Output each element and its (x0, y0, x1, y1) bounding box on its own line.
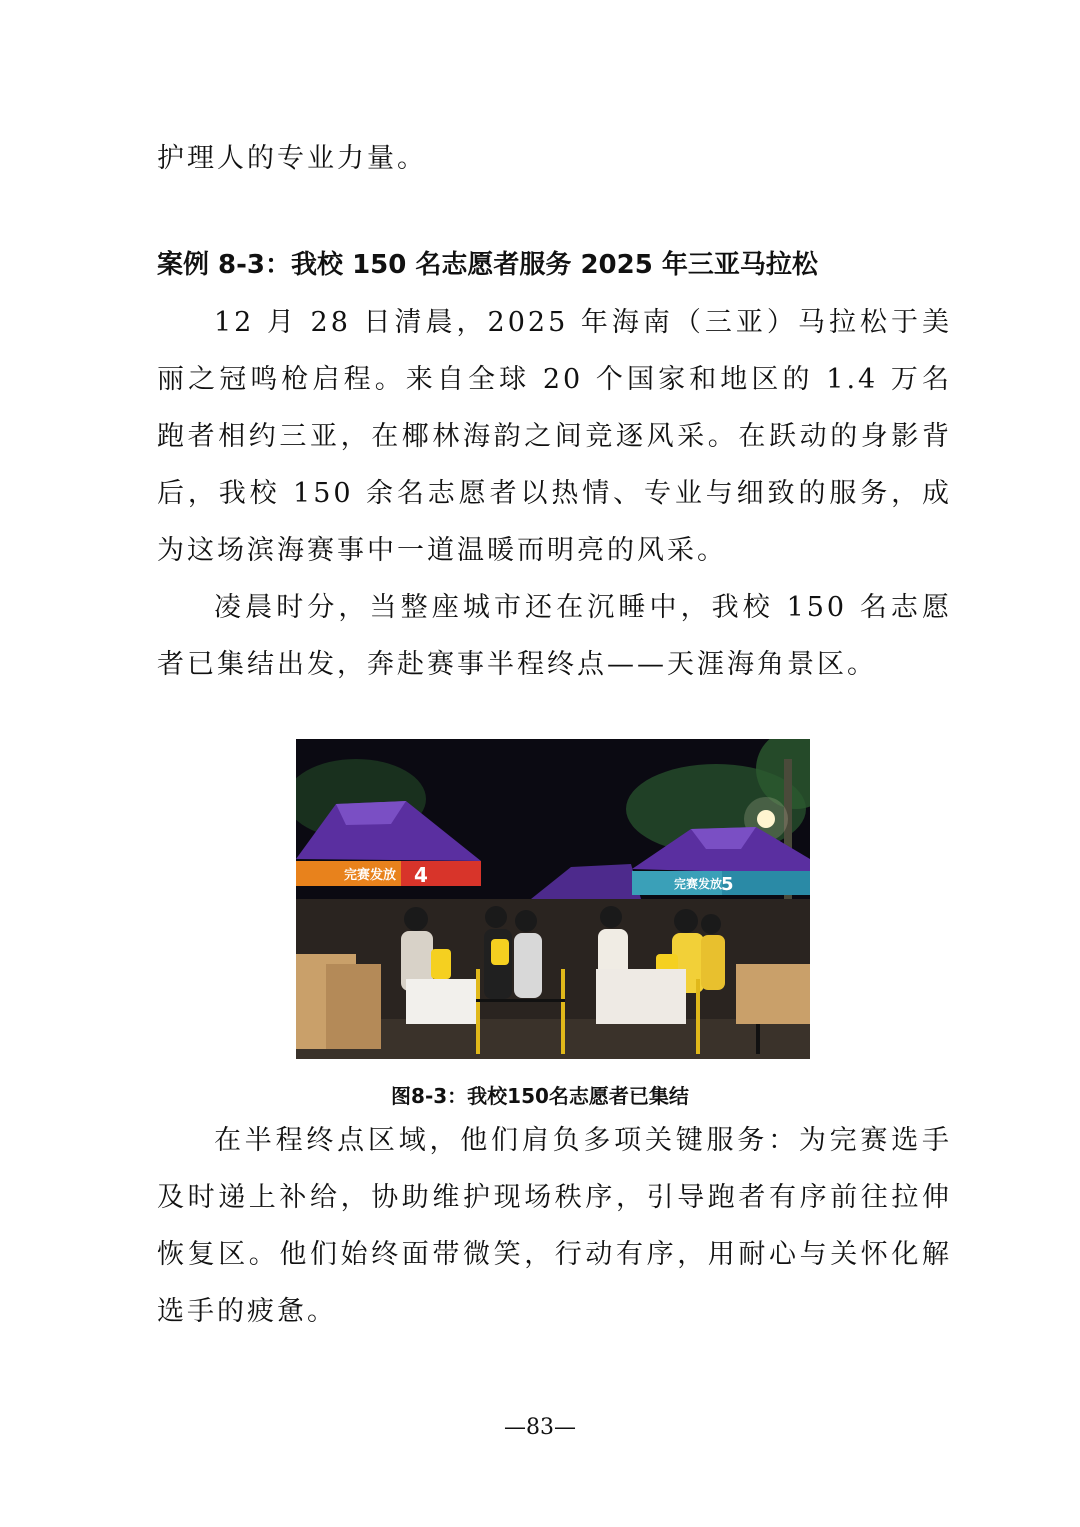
paragraph-volunteers-gather: 凌晨时分，当整座城市还在沉睡中，我校 150 名志愿者已集结出发，奔赴赛事半程终点——天涯海角景区。 (157, 592, 952, 680)
paragraph-marathon-intro: 12 月 28 日清晨，2025 年海南（三亚）马拉松于美丽之冠鸣枪启程。来自全球 20 个国家和地区的 1.4 万名跑者相约三亚，在椰林海韵之间竞逐风采。在跃动的身影背后，我校 150 余名志愿者以热情、专业与细致的服务，成为这场滨海赛事中一道温暖而明亮的风采。 (157, 307, 952, 566)
paragraph-halfway-services: 在半程终点区域，他们肩负多项关键服务：为完赛选手及时递上补给，协助维护现场秩序，引导跑者有序前往拉伸恢复区。他们始终面带微笑，行动有序，用耐心与关怀化解选手的疲惫。 (157, 1125, 952, 1327)
page-number: —83— (504, 1415, 576, 1440)
tent-left-sign: 完赛发放 (344, 868, 397, 883)
volunteers-photo (296, 739, 810, 1059)
tent-right-sign: 完赛发放 (674, 877, 723, 891)
case-heading: 案例 8-3：我校 150 名志愿者服务 2025 年三亚马拉松 (157, 250, 818, 280)
tent-left-number: 4 (414, 863, 428, 887)
tent-right-number: 5 (721, 874, 734, 895)
paragraph-continuation: 护理人的专业力量。 (157, 143, 427, 174)
figure-caption: 图8-3：我校150名志愿者已集结 (391, 1084, 689, 1108)
